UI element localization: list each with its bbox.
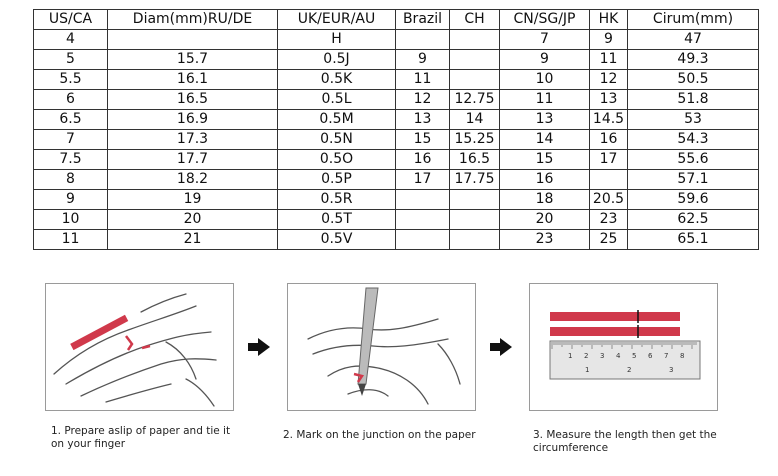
ruler-top-number: 6 <box>648 352 653 360</box>
table-cell: 12 <box>590 70 628 90</box>
table-cell: 6 <box>34 90 108 110</box>
table-cell: 5.5 <box>34 70 108 90</box>
table-body <box>34 30 759 250</box>
table-cell: 23 <box>500 230 590 250</box>
table-cell: 7 <box>500 30 590 50</box>
table-row <box>34 190 759 210</box>
table-header-row <box>34 10 759 30</box>
table-cell: 7.5 <box>34 150 108 170</box>
table-cell: 0.5V <box>278 230 396 250</box>
table-cell: 13 <box>590 90 628 110</box>
ruler-top-number: 1 <box>568 352 573 360</box>
table-row <box>34 230 759 250</box>
table-cell: 9 <box>590 30 628 50</box>
arrow-right-icon <box>248 338 270 356</box>
ruler-top-number: 4 <box>616 352 621 360</box>
table-cell: 47 <box>628 30 759 50</box>
table-cell: 0.5J <box>278 50 396 70</box>
table-cell <box>396 230 450 250</box>
table-cell: 9 <box>34 190 108 210</box>
table-row <box>34 210 759 230</box>
step-2-caption-line1: 2. Mark on the junction on the paper <box>283 429 476 441</box>
table-cell: 9 <box>500 50 590 70</box>
table-cell: H <box>278 30 396 50</box>
paper-strip-aligned <box>550 327 680 336</box>
column-header: CH <box>450 10 500 30</box>
table-cell: 11 <box>500 90 590 110</box>
table-cell: 16.5 <box>108 90 278 110</box>
table-cell: 14 <box>450 110 500 130</box>
table-row <box>34 150 759 170</box>
table-cell: 0.5L <box>278 90 396 110</box>
table-cell: 0.5N <box>278 130 396 150</box>
table-cell: 4 <box>34 30 108 50</box>
step-3-caption <box>533 429 717 455</box>
table-cell <box>108 30 278 50</box>
table-cell: 7 <box>34 130 108 150</box>
table-row <box>34 30 759 50</box>
column-header: Cirum(mm) <box>628 10 759 30</box>
table-cell: 0.5P <box>278 170 396 190</box>
table-cell <box>450 70 500 90</box>
table-cell: 9 <box>396 50 450 70</box>
table-cell: 20.5 <box>590 190 628 210</box>
table-cell <box>396 210 450 230</box>
table-cell: 17 <box>396 170 450 190</box>
table-cell: 8 <box>34 170 108 190</box>
table-cell <box>396 190 450 210</box>
table-cell: 16.5 <box>450 150 500 170</box>
step-2-illustration <box>287 283 476 411</box>
table-row <box>34 50 759 70</box>
table-cell: 65.1 <box>628 230 759 250</box>
step-1-caption-line1: 1. Prepare aslip of paper and tie it <box>51 425 231 437</box>
table-cell: 0.5K <box>278 70 396 90</box>
table-cell: 0.5M <box>278 110 396 130</box>
table-cell: 16 <box>500 170 590 190</box>
column-header: CN/SG/JP <box>500 10 590 30</box>
column-header: HK <box>590 10 628 30</box>
table-cell: 10 <box>500 70 590 90</box>
ruler-top-number: 5 <box>632 352 637 360</box>
ruler-top-number: 7 <box>664 352 669 360</box>
table-cell: 16.1 <box>108 70 278 90</box>
paper-strip-marked <box>550 312 680 321</box>
table-cell: 12.75 <box>450 90 500 110</box>
table-cell: 15 <box>500 150 590 170</box>
table-cell: 16 <box>396 150 450 170</box>
table-cell: 62.5 <box>628 210 759 230</box>
table-row <box>34 130 759 150</box>
table-cell: 12 <box>396 90 450 110</box>
table-cell: 10 <box>34 210 108 230</box>
table-cell: 16 <box>590 130 628 150</box>
table-cell <box>396 30 450 50</box>
table-cell: 23 <box>590 210 628 230</box>
arrow-right-icon <box>490 338 512 356</box>
step-3-caption-line2: circumference <box>533 442 609 454</box>
table-cell: 17.75 <box>450 170 500 190</box>
ruler-bottom-number: 3 <box>669 366 674 374</box>
table-cell <box>450 50 500 70</box>
table-cell: 20 <box>108 210 278 230</box>
column-header: Diam(mm)RU/DE <box>108 10 278 30</box>
table-cell: 18.2 <box>108 170 278 190</box>
column-header: Brazil <box>396 10 450 30</box>
table-cell: 50.5 <box>628 70 759 90</box>
ruler-top-number: 2 <box>584 352 589 360</box>
table-cell: 0.5R <box>278 190 396 210</box>
table-cell: 54.3 <box>628 130 759 150</box>
ruler-top-number: 3 <box>600 352 605 360</box>
table-cell: 11 <box>590 50 628 70</box>
table-cell: 17.3 <box>108 130 278 150</box>
table-cell: 14 <box>500 130 590 150</box>
table-cell: 15.25 <box>450 130 500 150</box>
column-header: UK/EUR/AU <box>278 10 396 30</box>
ruler-bottom-number: 2 <box>627 366 632 374</box>
table-row <box>34 110 759 130</box>
table-cell: 49.3 <box>628 50 759 70</box>
hand-marking-pen-icon <box>288 284 477 412</box>
step-1-caption-line2: on your finger <box>51 438 126 450</box>
ring-size-table <box>33 9 759 250</box>
table-cell: 14.5 <box>590 110 628 130</box>
table-cell: 17.7 <box>108 150 278 170</box>
table-cell: 19 <box>108 190 278 210</box>
table-cell: 59.6 <box>628 190 759 210</box>
table-row <box>34 170 759 190</box>
ruler-measure-icon <box>530 284 719 412</box>
ruler-bottom-number: 1 <box>585 366 590 374</box>
table-cell <box>590 170 628 190</box>
table-row <box>34 90 759 110</box>
step-3-illustration <box>529 283 718 411</box>
table-cell: 0.5O <box>278 150 396 170</box>
table-cell <box>450 230 500 250</box>
table-cell: 13 <box>396 110 450 130</box>
column-header: US/CA <box>34 10 108 30</box>
table-cell: 16.9 <box>108 110 278 130</box>
table-row <box>34 70 759 90</box>
table-cell: 5 <box>34 50 108 70</box>
table-cell: 57.1 <box>628 170 759 190</box>
table-cell: 18 <box>500 190 590 210</box>
table-cell: 53 <box>628 110 759 130</box>
table-cell <box>450 30 500 50</box>
table-cell <box>450 190 500 210</box>
table-cell: 13 <box>500 110 590 130</box>
table-cell: 15.7 <box>108 50 278 70</box>
table-cell: 51.8 <box>628 90 759 110</box>
hand-with-paper-strip-icon <box>46 284 235 412</box>
step-2-caption <box>283 429 476 442</box>
table-cell: 0.5T <box>278 210 396 230</box>
table-cell <box>450 210 500 230</box>
table-cell: 21 <box>108 230 278 250</box>
table-cell: 55.6 <box>628 150 759 170</box>
table-cell: 25 <box>590 230 628 250</box>
table-cell: 11 <box>34 230 108 250</box>
table-cell: 20 <box>500 210 590 230</box>
step-3-caption-line1: 3. Measure the length then get the <box>533 429 717 441</box>
step-1-illustration <box>45 283 234 411</box>
table-cell: 11 <box>396 70 450 90</box>
ruler <box>550 341 700 379</box>
table-cell: 17 <box>590 150 628 170</box>
step-1-caption <box>51 425 230 451</box>
ruler-top-number: 8 <box>680 352 685 360</box>
table-cell: 6.5 <box>34 110 108 130</box>
table-cell: 15 <box>396 130 450 150</box>
